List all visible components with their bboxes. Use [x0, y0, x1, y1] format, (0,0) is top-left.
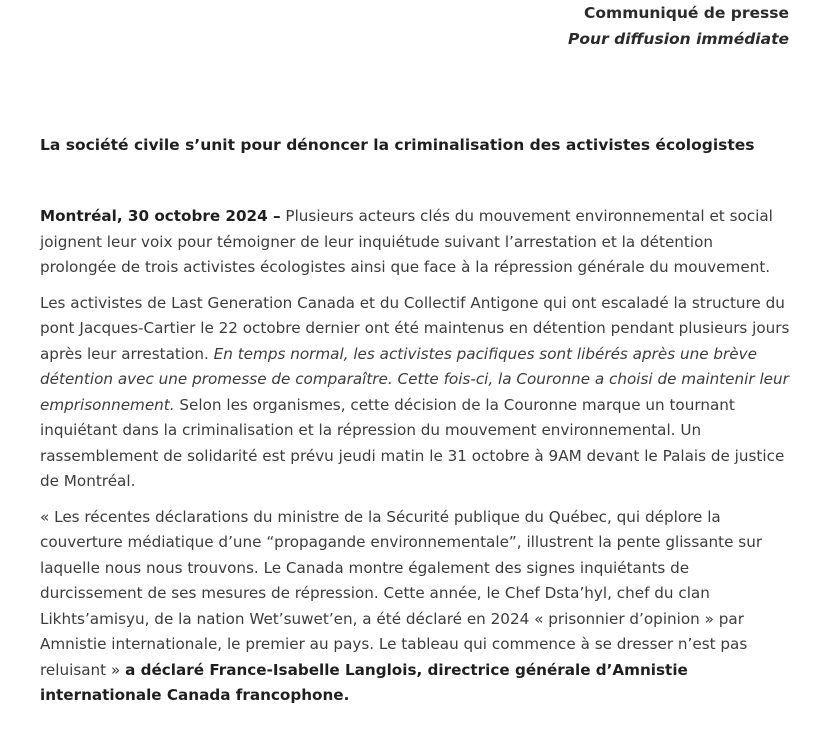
paragraph-2-text-b: Selon les organismes, cette décision de la Couronne marque un tournant inquiétant dans la criminalisation et la répression du mouvement environnemental. Un rassemblement de solidarité est prévu jeudi matin le 31 octobre à 9AM devant le Palais de justice de Montréal. [40, 395, 785, 490]
paragraph-3-text: « Les récentes déclarations du ministre de la Sécurité publique du Québec, qui déplore la couverture médiatique d’une “propagande environnementale”, illustrent la pente glissante sur laquelle nous nous trouvons. Le Canada montre également des signes inquiétants de durcissement de ses mesures de répression. Cette année, le Chef Dsta’hyl, chef du clan Likhts’amisyu, de la nation Wet’suwet’en, a été déclaré en 2024 « prisonnier d’opinion » par Amnistie internationale, le premier au pays. Le tableau qui commence à se dresser n’est pas reluisant » [40, 507, 763, 679]
diffusion-label: Pour diffusion immédiate [568, 30, 789, 48]
paragraph-3-attribution: a déclaré France-Isabelle Langlois, directrice générale d’Amnistie internationale Canada francophone. [40, 660, 688, 704]
communique-label: Communiqué de presse [584, 4, 789, 22]
paragraph-2-text-a: Les activistes de Last Generation Canada et du Collectif Antigone qui ont escaladé la structure du pont Jacques-Cartier le 22 octobre dernier ont été maintenus en détention pendant plusieurs jours après leur arrestation. [40, 293, 790, 363]
paragraph-1 [40, 204, 790, 281]
paragraph-3 [40, 505, 790, 709]
press-header [568, 0, 789, 52]
paragraph-2-italic: En temps normal, les activistes pacifiques sont libérés après une brève détention avec une promesse de comparaître. Cette fois-ci, la Couronne a choisi de maintenir leur emprisonnement. [40, 344, 789, 414]
paragraph-2 [40, 291, 790, 495]
article-body [40, 204, 790, 719]
page-title: La société civile s’unit pour dénoncer la criminalisation des activistes écologistes [40, 136, 755, 154]
paragraph-1-text: Plusieurs acteurs clés du mouvement environnemental et social joignent leur voix pour témoigner de leur inquiétude suivant l’arrestation et la détention prolongée de trois activistes écologistes ainsi que face à la répression générale du mouvement. [40, 207, 773, 276]
dateline: Montréal, 30 octobre 2024 – [40, 207, 281, 225]
